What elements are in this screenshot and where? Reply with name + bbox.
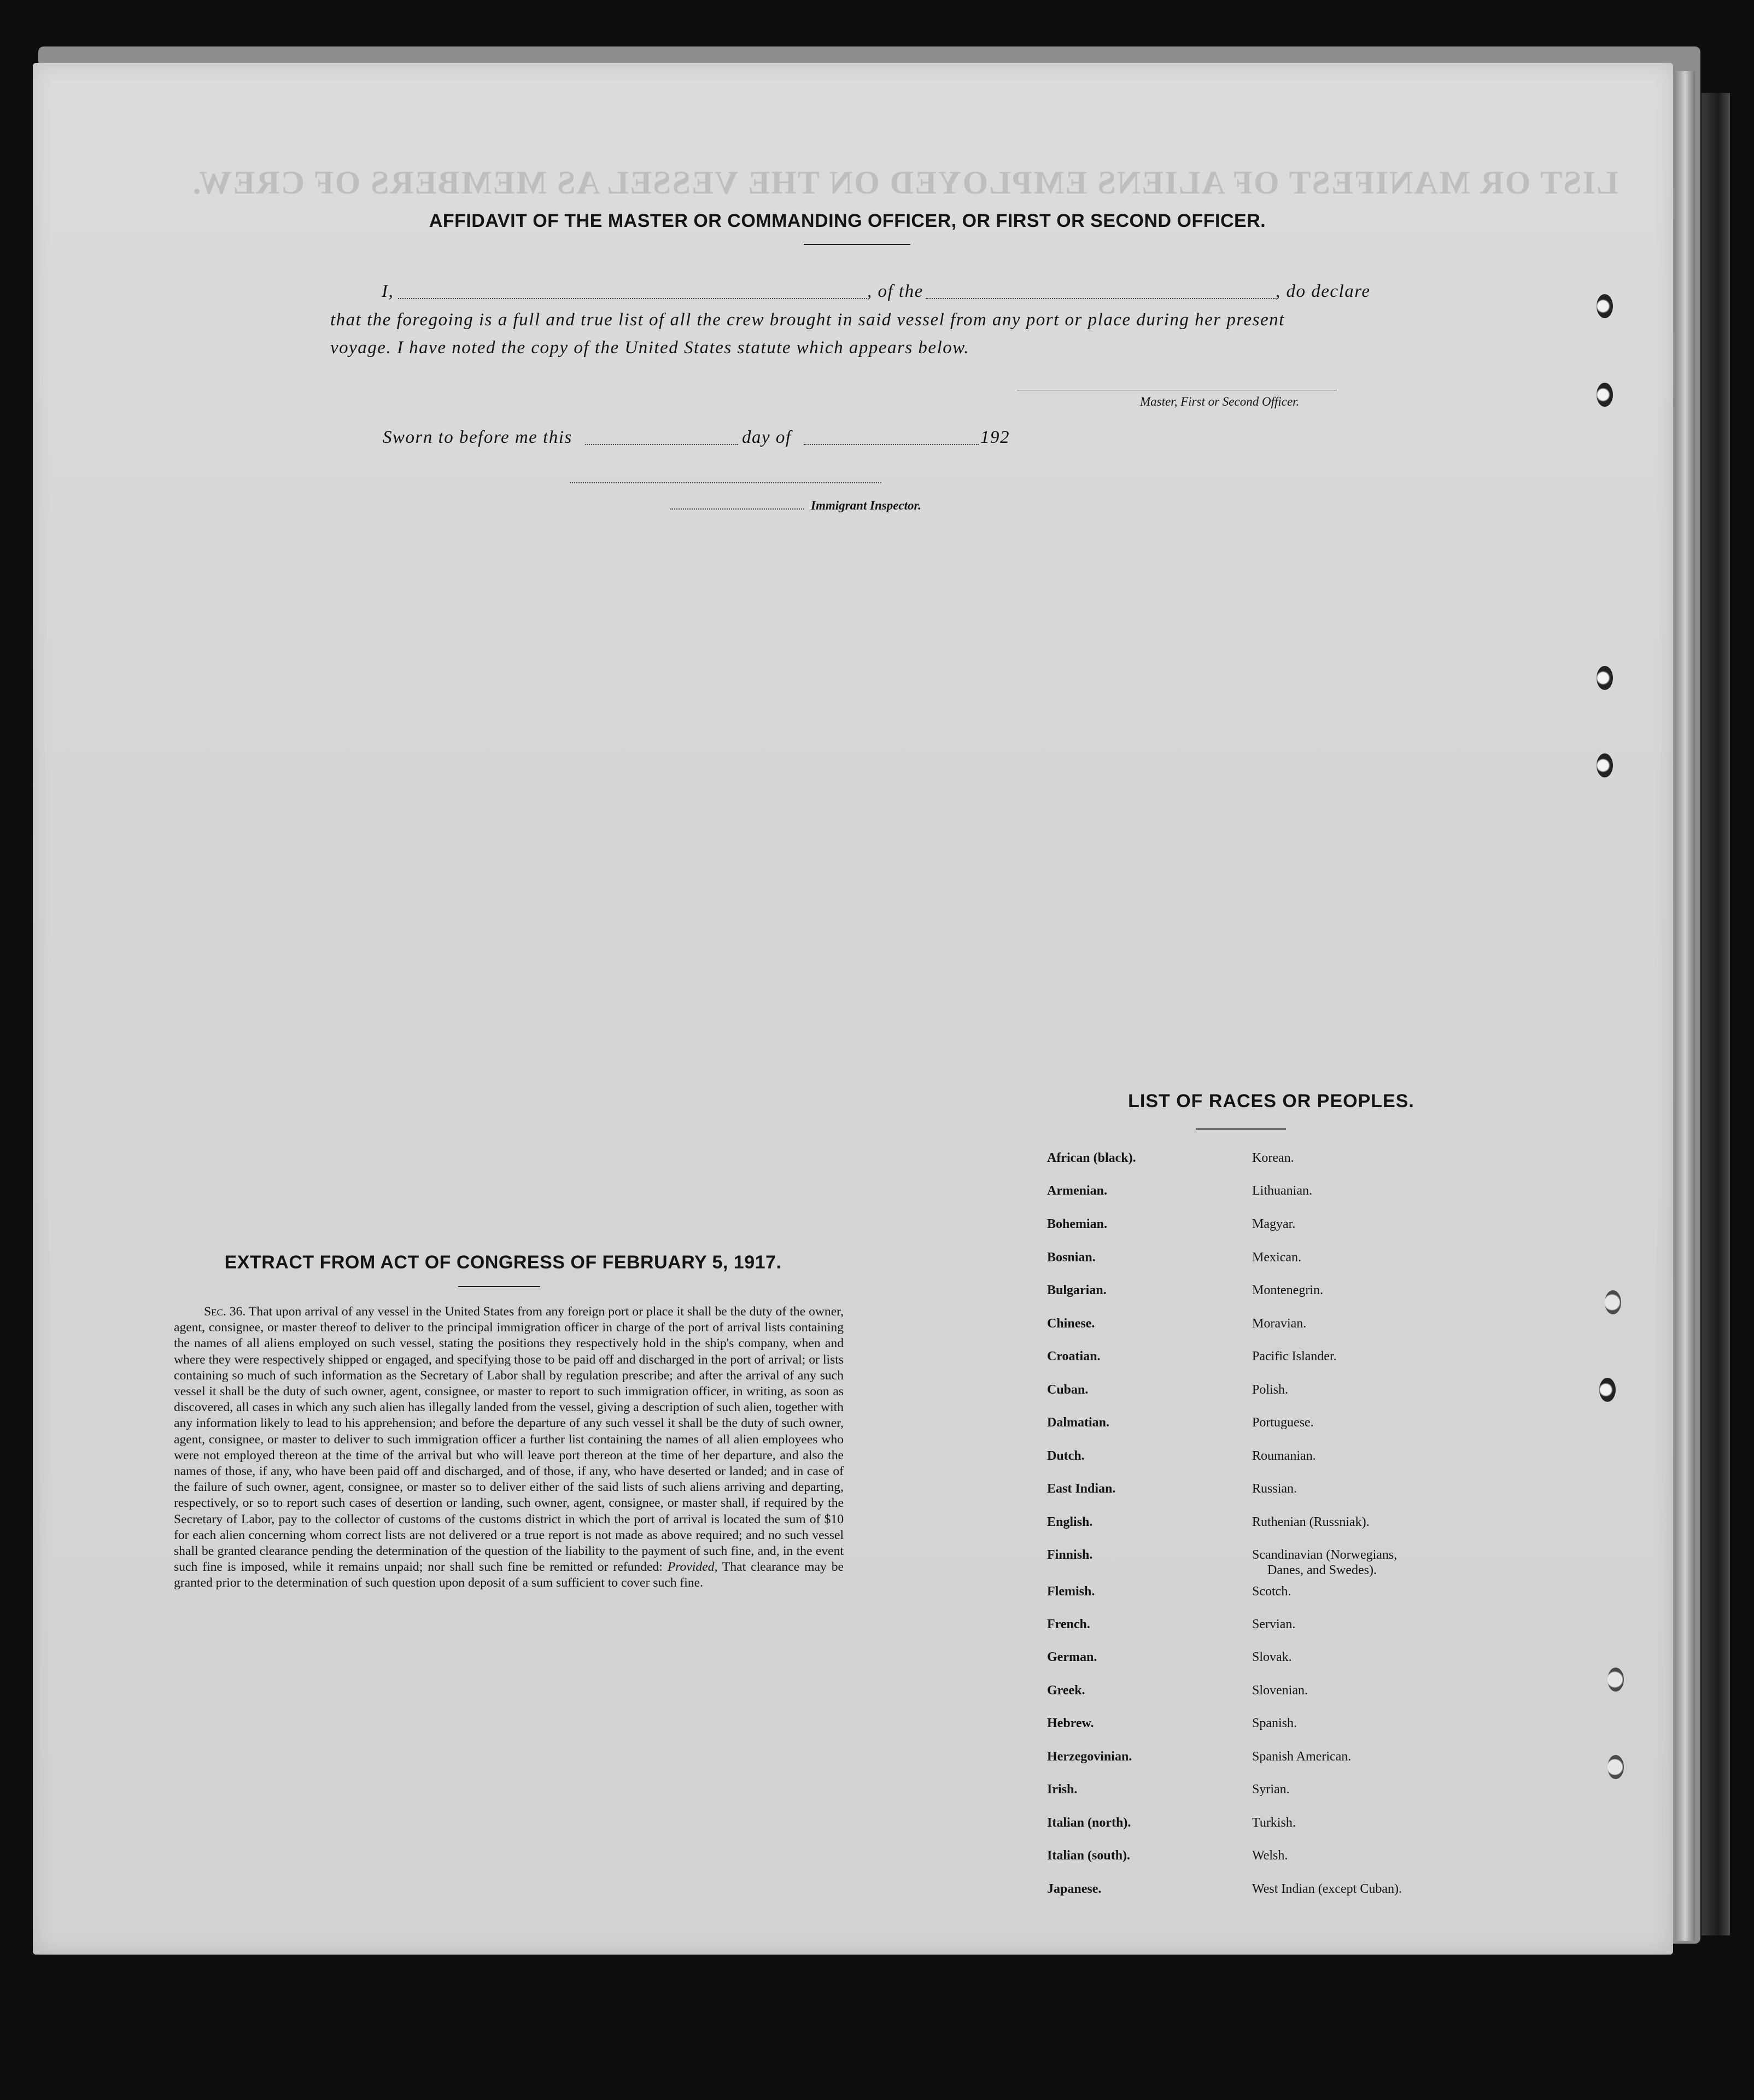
sworn-month-blank [804, 444, 979, 445]
race-item: Herzegovinian. [1047, 1750, 1132, 1764]
inspector-signature-line-1 [570, 482, 881, 483]
binder-hole-icon [1607, 1668, 1624, 1692]
section-text-end: That clearance may be granted prior to the determination of such question upon deposit of a sum sufficient to cover such fine. [174, 1560, 844, 1590]
race-item: Montenegrin. [1252, 1283, 1323, 1297]
sworn-day-of-label: day of [742, 428, 792, 447]
sworn-day-blank [585, 444, 738, 445]
race-item: Polish. [1252, 1383, 1289, 1397]
inspector-label: Immigrant Inspector. [811, 499, 921, 512]
races-divider [1196, 1128, 1286, 1130]
race-item: Italian (north). [1047, 1816, 1131, 1830]
race-item: Servian. [1252, 1617, 1296, 1631]
extract-title: EXTRACT FROM ACT OF CONGRESS OF FEBRUARY 5, 1917. [224, 1252, 782, 1273]
affidavit-line-3: voyage. I have noted the copy of the United States statute which appears below. [330, 338, 970, 358]
race-item: African (black). [1047, 1151, 1136, 1165]
binder-hole-icon [1607, 1755, 1624, 1779]
binder-hole-icon [1597, 753, 1613, 777]
race-item: Turkish. [1252, 1816, 1296, 1830]
officer-signature-label: Master, First or Second Officer. [1140, 395, 1300, 408]
section-text: That upon arrival of any vessel in the United States from any foreign port or place it shall be the duty of the owner, agent, consignee, or master thereof to deliver to the principal immigration officer in charge of the port of arrival lists containing the names of all aliens employed on such vessel, stating the positions they respectively hold in the ship's company, when and where they were respectively shipped or engaged, and specifying those to be paid off and discharged in the port of arrival; or lists containing so much of such information as the Secretary of Labor shall by regulation prescribe; and after the arrival of any such vessel it shall be the duty of such owner, agent, consignee, or master to report to such immigration officer, in writing, as soon as discovered, all cases in which any such alien has illegally landed from the vessel, giving a description of such alien, together with any information likely to lead to his apprehension; and before the departure of any such vessel it shall be the duty of such owner, agent, consignee, or master to deliver to such immigration officer a further list containing the names of all alien employees who were not employed thereon at the time of the arrival but who will leave port thereon at the time of her departure, and also the names of those, if any, who have been paid off and discharged, and of those, if any, who have deserted or landed; and in case of the failure of such owner, agent, consignee, or master so to deliver either of the said lists of such aliens arriving and departing, respectively, or so to report such cases of desertion or landing, such owner, agent, consignee, or master shall, if required by the Secretary of Labor, pay to the collector of customs of the customs district in which the port of arrival is located the sum of $10 for each alien concerning whom correct lists are not delivered or a true report is not made as above required; and no such vessel shall be granted clearance pending the determination of the question of the liability to the payment of such fine, and, in the event such fine is imposed, while it remains unpaid; nor shall such fine be remitted or refunded: [174, 1305, 844, 1575]
race-item: English. [1047, 1515, 1093, 1529]
sworn-prefix: Sworn to before me this [383, 428, 572, 447]
binder-hole-icon [1605, 1290, 1621, 1314]
bleed-through-heading: LIST OR MANIFEST OF ALIENS EMPLOYED ON THE VESSEL AS MEMBERS OF CREW. [191, 165, 1618, 201]
race-item: Syrian. [1252, 1782, 1290, 1797]
race-item: French. [1047, 1617, 1090, 1631]
race-item: Spanish American. [1252, 1750, 1352, 1764]
affidavit-of-the-label: , of the [867, 282, 923, 301]
races-title: LIST OF RACES OR PEOPLES. [1128, 1091, 1414, 1112]
race-item: Bosnian. [1047, 1250, 1096, 1265]
race-item: Slovak. [1252, 1650, 1292, 1664]
extract-divider [458, 1286, 540, 1287]
race-item: Moravian. [1252, 1317, 1307, 1331]
section-label: Sec. 36. [204, 1305, 246, 1319]
race-item: Roumanian. [1252, 1449, 1316, 1463]
race-item: Magyar. [1252, 1217, 1296, 1231]
race-item: Bohemian. [1047, 1217, 1108, 1231]
race-item: Flemish. [1047, 1584, 1095, 1599]
race-item: West Indian (except Cuban). [1252, 1882, 1402, 1896]
affidavit-title: AFFIDAVIT OF THE MASTER OR COMMANDING OFFICER, OR FIRST OR SECOND OFFICER. [429, 210, 1266, 231]
race-item: Slovenian. [1252, 1683, 1308, 1698]
race-item: Chinese. [1047, 1317, 1095, 1331]
race-item: Croatian. [1047, 1349, 1101, 1364]
race-item: Mexican. [1252, 1250, 1301, 1265]
race-item: Scandinavian (Norwegians, [1252, 1548, 1398, 1562]
binder-hole-icon [1597, 294, 1613, 318]
race-item: Italian (south). [1047, 1849, 1131, 1863]
affidavit-line-2: that the foregoing is a full and true list of all the crew brought in said vessel from any port or place during her present [330, 310, 1285, 330]
race-item: Japanese. [1047, 1882, 1102, 1896]
vessel-name-blank [926, 298, 1276, 299]
race-item: Korean. [1252, 1151, 1294, 1165]
title-divider [804, 244, 910, 245]
race-item: East Indian. [1047, 1482, 1116, 1496]
race-item: Lithuanian. [1252, 1184, 1312, 1198]
binder-hole-icon [1597, 666, 1613, 690]
binder-edge [1702, 93, 1730, 1935]
race-item: Bulgarian. [1047, 1283, 1107, 1297]
race-item: Armenian. [1047, 1184, 1107, 1198]
binder-hole-icon [1597, 383, 1613, 407]
race-item: Dutch. [1047, 1449, 1085, 1463]
race-item: Dalmatian. [1047, 1415, 1109, 1430]
race-item: Ruthenian (Russniak). [1252, 1515, 1370, 1529]
race-item: Portuguese. [1252, 1415, 1314, 1430]
race-item: Cuban. [1047, 1383, 1089, 1397]
race-item: Welsh. [1252, 1849, 1288, 1863]
binder-hole-icon [1599, 1378, 1616, 1402]
affidavit-do-declare-label: , do declare [1276, 282, 1371, 301]
race-item: Scotch. [1252, 1584, 1291, 1599]
race-item: Spanish. [1252, 1716, 1297, 1730]
race-item: Danes, and Swedes). [1267, 1563, 1377, 1577]
race-item: Finnish. [1047, 1548, 1093, 1562]
inspector-signature-line-2 [670, 508, 804, 510]
race-item: Pacific Islander. [1252, 1349, 1337, 1364]
extract-body [174, 1304, 844, 1592]
race-item: Russian. [1252, 1482, 1297, 1496]
sworn-year: 192 [980, 428, 1010, 447]
race-item: Irish. [1047, 1782, 1078, 1797]
race-item: Hebrew. [1047, 1716, 1094, 1730]
race-item: Greek. [1047, 1683, 1085, 1698]
affidavit-i-label: I, [382, 282, 394, 301]
master-name-blank [398, 298, 867, 299]
race-item: German. [1047, 1650, 1097, 1664]
provided-label: Provided, [667, 1560, 718, 1575]
